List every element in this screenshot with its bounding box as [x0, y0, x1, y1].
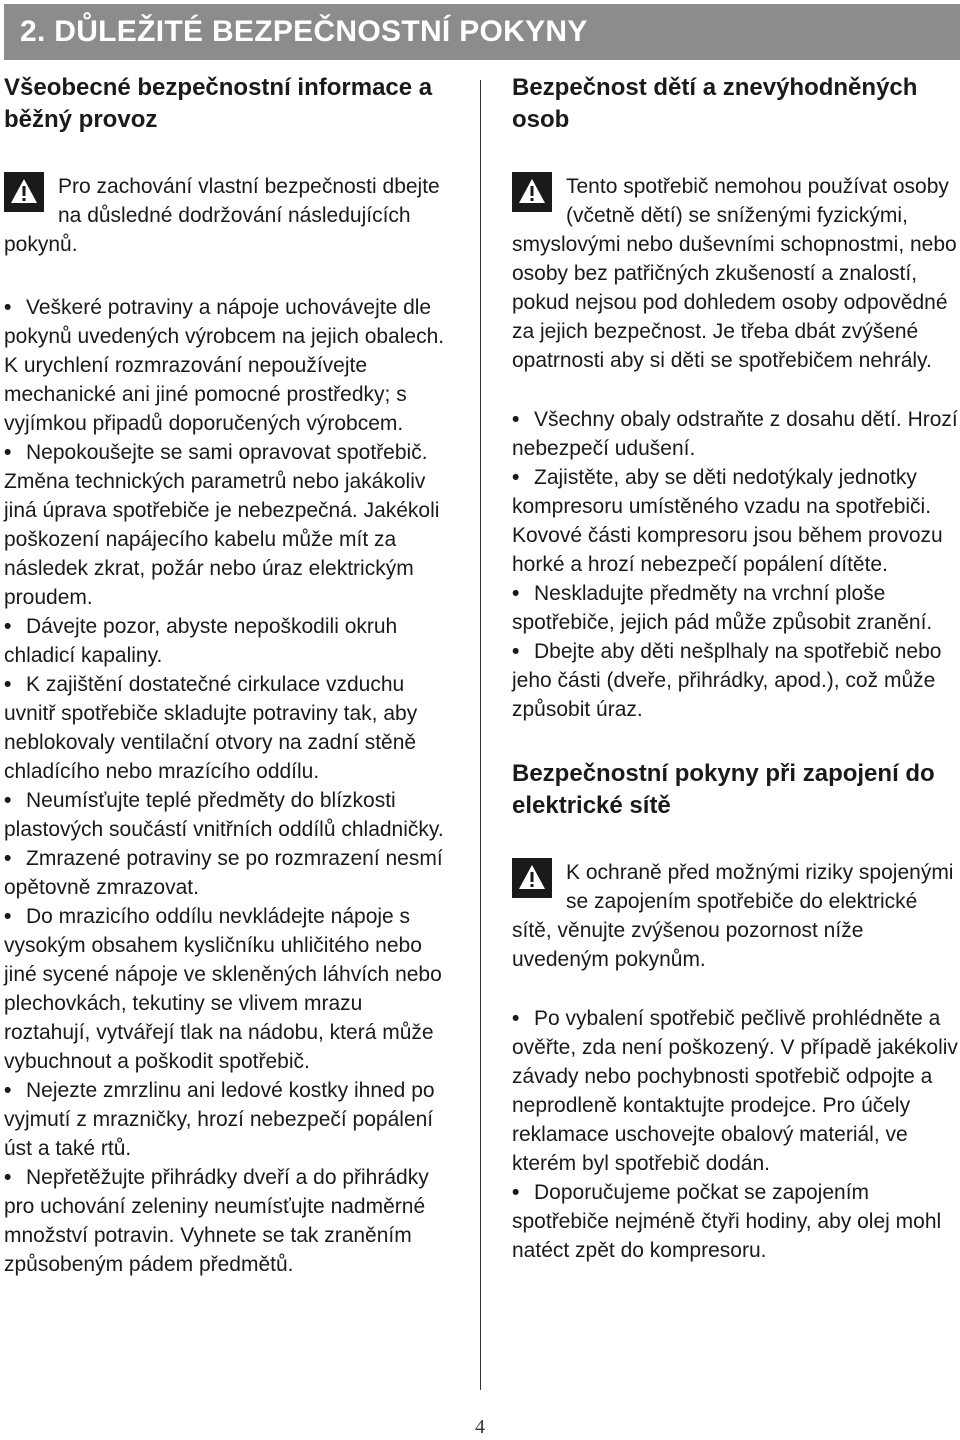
- general-safety-heading: Všeobecné bezpečnostní informace a běžný provoz: [4, 74, 433, 133]
- list-item: • Nepřetěžujte přihrádky dveří a do přihrádky pro uchování zeleniny neumísťujte nadměrné množství potravin. Vyhnete se tak zraněním způsobeným pádem předmětů.: [4, 1166, 429, 1276]
- list-item: • Nejezte zmrzlinu ani ledové kostky ihned po vyjmutí z mrazničky, hrozí nebezpečí popálení úst a také rtů.: [4, 1079, 435, 1160]
- electrical-safety-heading: Bezpečnostní pokyny při zapojení do elektrické sítě: [512, 760, 935, 819]
- list-item: • Zmrazené potraviny se po rozmrazení nesmí opětovně zmrazovat.: [4, 847, 443, 899]
- list-item: • Zajistěte, aby se děti nedotýkaly jednotky kompresoru umístěného vzadu na spotřebiči. Kovové části kompresoru jsou během provozu horké a hrozí nebezpečí popálení dítěte.: [512, 466, 943, 576]
- electrical-safety-list: [512, 1004, 958, 1265]
- list-item: • Neskladujte předměty na vrchní ploše spotřebiče, jejich pád může způsobit zranění.: [512, 582, 933, 634]
- warning-icon: [4, 172, 44, 212]
- list-item-text: Po vybalení spotřebič pečlivě prohlédněte a ověřte, zda není poškozený. V případě jakékoliv závady nebo pochybnosti spotřebič odpojte a neprodleně kontaktujte prodejce. Pro účely reklamace uschovejte obalový materiál, ve kterém byl spotřebič dodán.: [512, 1007, 958, 1175]
- list-item: • Dávejte pozor, abyste nepoškodili okruh chladicí kapaliny.: [4, 615, 398, 667]
- list-item-text: Doporučujeme počkat se zapojením spotřebiče nejméně čtyři hodiny, aby olej mohl natéct zpět do kompresoru.: [512, 1181, 942, 1262]
- electrical-warning-block: [512, 858, 958, 974]
- warning-icon: [512, 172, 552, 212]
- list-item-text: K zajištění dostatečné cirkulace vzduchu uvnitř spotřebiče skladujte potraviny tak, aby neblokovaly ventilační otvory na zadní stěně chladícího nebo mrazícího oddílu.: [4, 673, 418, 783]
- section-title: 2. DŮLEŽITÉ BEZPEČNOSTNÍ POKYNY: [20, 15, 588, 48]
- list-item: • Dbejte aby děti nešplhaly na spotřebič nebo jeho části (dveře, přihrádky, apod.), což může způsobit úraz.: [512, 640, 942, 721]
- child-warning-text: Tento spotřebič nemohou používat osoby (včetně dětí) se sníženými fyzickými, smyslovými nebo duševními schopnostmi, nebo osoby bez patřičných zkušeností a znalostí, pokud nejsou pod dohledem osoby odpovědné za jejich bezpečnost. Je třeba dbát zvýšené opatrnosti aby si děti se spotřebičem nehrály.: [512, 175, 957, 372]
- right-column: [512, 72, 958, 1265]
- list-item: • Nepokoušejte se sami opravovat spotřebič. Změna technických parametrů nebo jakákoliv jiná úprava spotřebiče je nebezpečná. Jakékoli poškození napájecího kabelu může mít za následek zkrat, požár nebo úraz elektrickým proudem.: [4, 441, 440, 609]
- page-number: 4: [475, 1416, 485, 1438]
- list-item-text: Všechny obaly odstraňte z dosahu dětí. Hrozí nebezpečí udušení.: [512, 408, 958, 460]
- column-divider: [480, 80, 481, 1390]
- section-header-bar: [4, 4, 960, 60]
- list-item: • Veškeré potraviny a nápoje uchovávejte dle pokynů uvedených výrobcem na jejich obalech. K urychlení rozmrazování nepoužívejte mechanické ani jiné pomocné prostředky; s vyjímkou připadů doporučených výrobcem.: [4, 296, 445, 435]
- general-safety-list: [4, 293, 450, 1279]
- list-item-text: Neskladujte předměty na vrchní ploše spotřebiče, jejich pád může způsobit zranění.: [512, 582, 933, 634]
- list-item-text: Dávejte pozor, abyste nepoškodili okruh chladicí kapaliny.: [4, 615, 398, 667]
- list-item-text: Veškeré potraviny a nápoje uchovávejte dle pokynů uvedených výrobcem na jejich obalech. K urychlení rozmrazování nepoužívejte mechanické ani jiné pomocné prostředky; s vyjímkou připadů doporučených výrobcem.: [4, 296, 445, 435]
- general-warning-block: [4, 172, 450, 259]
- warning-icon: [512, 858, 552, 898]
- list-item: • Do mrazicího oddílu nevkládejte nápoje s vysokým obsahem kysličníku uhličitého nebo jiné sycené nápoje ve skleněných láhvích nebo plechovkách, tekutiny se vlivem mrazu roztahují, vytvářejí tlak na nádobu, která může vybuchnout a poškodit spotřebič.: [4, 905, 442, 1073]
- list-item-text: Do mrazicího oddílu nevkládejte nápoje s vysokým obsahem kysličníku uhličitého nebo jiné sycené nápoje ve skleněných láhvích nebo plechovkách, tekutiny se vlivem mrazu roztahují, vytvářejí tlak na nádobu, která může vybuchnout a poškodit spotřebič.: [4, 905, 442, 1073]
- child-safety-heading: Bezpečnost dětí a znevýhodněných osob: [512, 74, 918, 133]
- list-item-text: Dbejte aby děti nešplhaly na spotřebič nebo jeho části (dveře, přihrádky, apod.), což může způsobit úraz.: [512, 640, 942, 721]
- list-item-text: Neumísťujte teplé předměty do blízkosti plastových součástí vnitřních oddílů chladničky.: [4, 789, 444, 841]
- list-item-text: Zmrazené potraviny se po rozmrazení nesmí opětovně zmrazovat.: [4, 847, 443, 899]
- electrical-warning-text: K ochraně před možnými riziky spojenými se zapojením spotřebiče do elektrické sítě, věnujte zvýšenou pozornost níže uvedeným pokynům.: [512, 861, 954, 971]
- child-warning-block: [512, 172, 958, 375]
- left-column: [4, 72, 450, 1279]
- child-safety-list: [512, 405, 958, 724]
- list-item: • K zajištění dostatečné cirkulace vzduchu uvnitř spotřebiče skladujte potraviny tak, aby neblokovaly ventilační otvory na zadní stěně chladícího nebo mrazícího oddílu.: [4, 673, 418, 783]
- list-item: • Doporučujeme počkat se zapojením spotřebiče nejméně čtyři hodiny, aby olej mohl natéct zpět do kompresoru.: [512, 1181, 942, 1262]
- list-item: • Neumísťujte teplé předměty do blízkosti plastových součástí vnitřních oddílů chladničky.: [4, 789, 444, 841]
- list-item-text: Nepřetěžujte přihrádky dveří a do přihrádky pro uchování zeleniny neumísťujte nadměrné množství potravin. Vyhnete se tak zraněním způsobeným pádem předmětů.: [4, 1166, 429, 1276]
- list-item-text: Nejezte zmrzlinu ani ledové kostky ihned po vyjmutí z mrazničky, hrozí nebezpečí popálení úst a také rtů.: [4, 1079, 435, 1160]
- list-item-text: Zajistěte, aby se děti nedotýkaly jednotky kompresoru umístěného vzadu na spotřebiči. Kovové části kompresoru jsou během provozu horké a hrozí nebezpečí popálení dítěte.: [512, 466, 943, 576]
- list-item-text: Nepokoušejte se sami opravovat spotřebič. Změna technických parametrů nebo jakákoliv jiná úprava spotřebiče je nebezpečná. Jakékoli poškození napájecího kabelu může mít za následek zkrat, požár nebo úraz elektrickým proudem.: [4, 441, 440, 609]
- general-warning-text: Pro zachování vlastní bezpečnosti dbejte na důsledné dodržování následujících pokynů.: [4, 175, 440, 256]
- list-item: • Všechny obaly odstraňte z dosahu dětí. Hrozí nebezpečí udušení.: [512, 408, 958, 460]
- list-item: • Po vybalení spotřebič pečlivě prohlédněte a ověřte, zda není poškozený. V případě jakékoliv závady nebo pochybnosti spotřebič odpojte a neprodleně kontaktujte prodejce. Pro účely reklamace uschovejte obalový materiál, ve kterém byl spotřebič dodán.: [512, 1007, 958, 1175]
